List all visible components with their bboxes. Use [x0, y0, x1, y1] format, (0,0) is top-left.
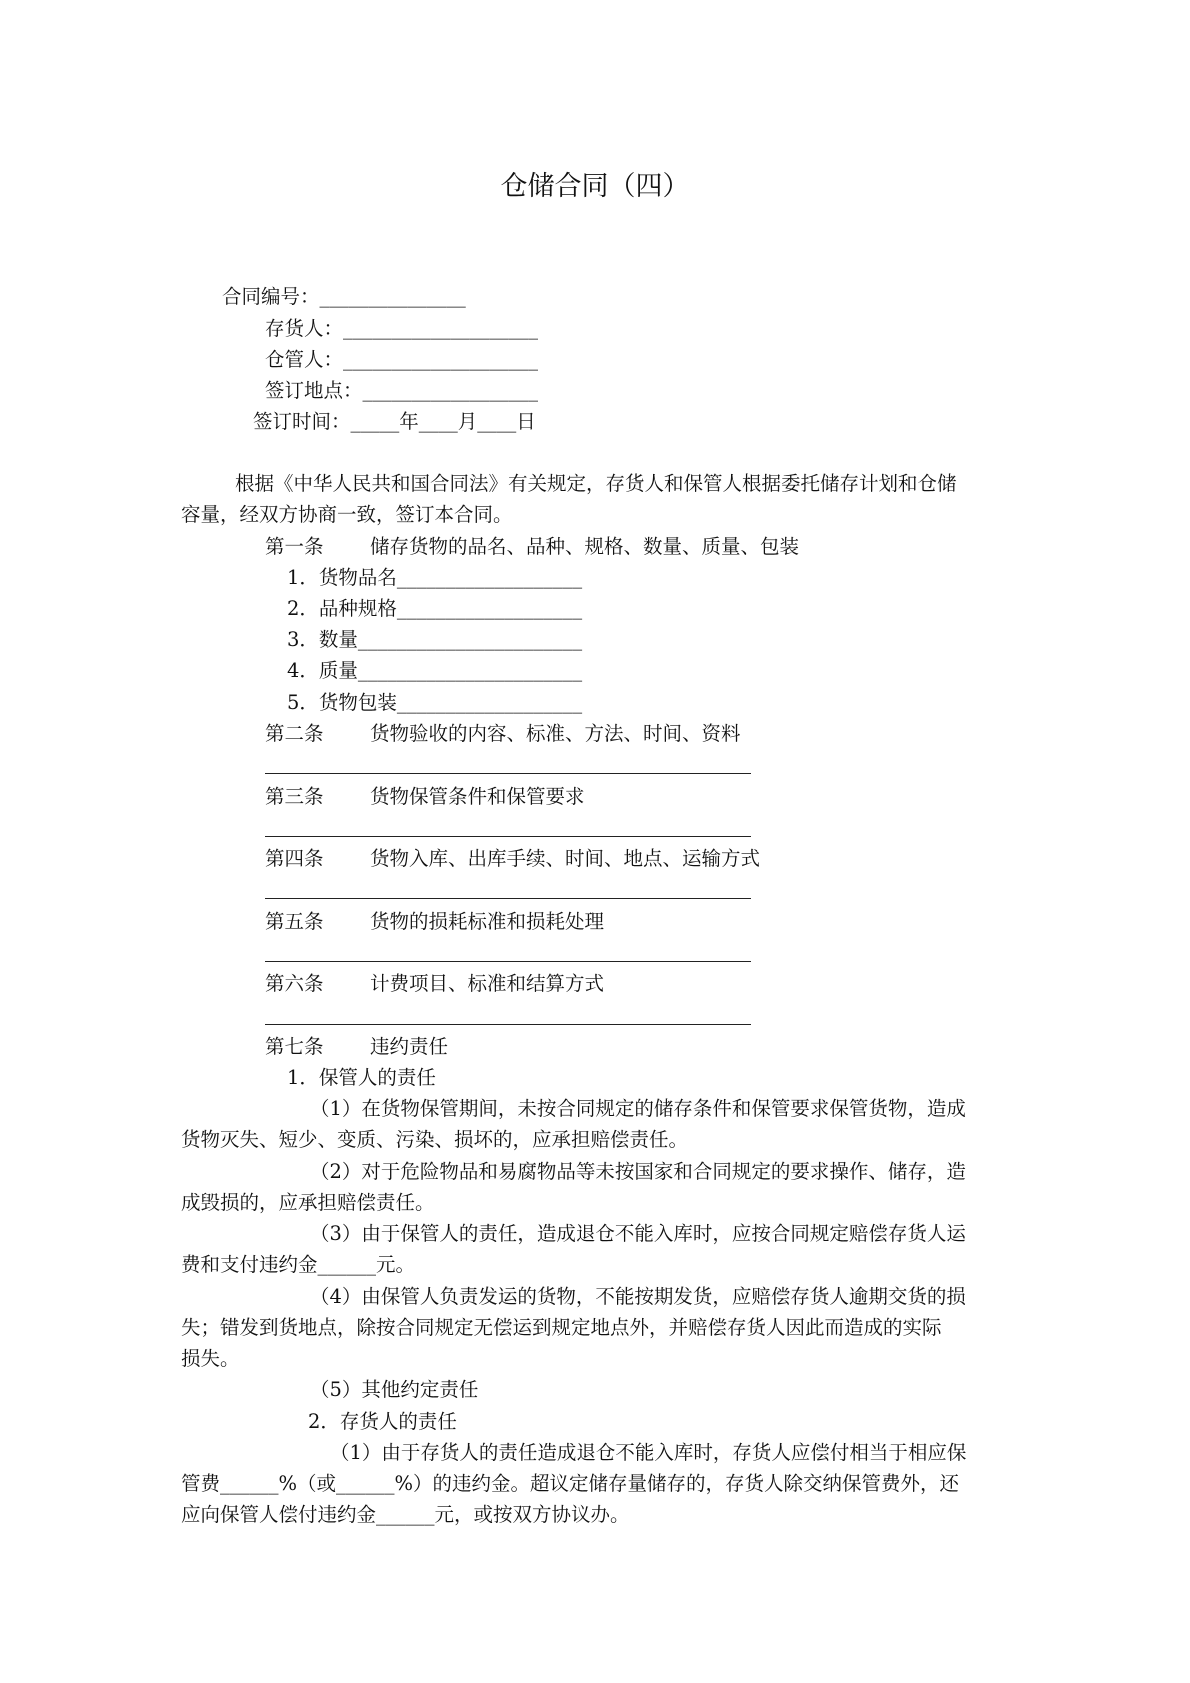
clause-line: 费和支付违约金______元。: [181, 1253, 416, 1276]
article-number: 第四条: [265, 847, 324, 870]
blank-line: [265, 961, 751, 962]
list-item: 2．品种规格___________________: [287, 597, 583, 620]
article-heading: [265, 847, 760, 871]
clause-line: （4）由保管人负责发运的货物，不能按期发货，应赔偿存货人逾期交货的损: [310, 1285, 966, 1308]
clause-line: （1）在货物保管期间，未按合同规定的储存条件和保管要求保管货物，造成: [310, 1097, 966, 1120]
section-heading: 2．存货人的责任: [308, 1410, 457, 1433]
article-heading: [265, 785, 585, 809]
clause-line: （3）由于保管人的责任，造成退仓不能入库时，应按合同规定赔偿存货人运: [310, 1222, 966, 1245]
depositor-field: 存货人：____________________: [265, 317, 539, 340]
clause-line: 失；错发到货地点，除按合同规定无偿运到规定地点外，并赔偿存货人因此而造成的实际: [181, 1316, 942, 1339]
article-title: 计费项目、标准和结算方式: [370, 972, 605, 995]
custodian-field: 仓管人：____________________: [265, 348, 539, 371]
article-title: 货物验收的内容、标准、方法、时间、资料: [370, 722, 741, 745]
preamble-line: 容量，经双方协商一致，签订本合同。: [181, 503, 513, 526]
article-title: 货物的损耗标准和损耗处理: [370, 910, 605, 933]
clause-line: （5）其他约定责任: [310, 1378, 479, 1401]
blank-line: [265, 773, 751, 774]
article-number: 第五条: [265, 910, 324, 933]
article-heading: [265, 535, 799, 559]
blank-line: [265, 836, 751, 837]
clause-line: 应向保管人偿付违约金______元，或按双方协议办。: [181, 1503, 630, 1526]
clause-line: 成毁损的，应承担赔偿责任。: [181, 1191, 435, 1214]
article-heading: [265, 972, 604, 996]
article-heading: [265, 722, 741, 746]
clause-line: （1）由于存货人的责任造成退仓不能入库时，存货人应偿付相当于相应保: [330, 1441, 967, 1464]
clause-line: 货物灭失、短少、变质、污染、损坏的，应承担赔偿责任。: [181, 1128, 689, 1151]
article-title: 货物入库、出库手续、时间、地点、运输方式: [370, 847, 761, 870]
clause-line: （2）对于危险物品和易腐物品等未按国家和合同规定的要求操作、储存，造: [310, 1160, 966, 1183]
clause-line: 损失。: [181, 1347, 240, 1370]
article-number: 第七条: [265, 1035, 324, 1058]
article-number: 第六条: [265, 972, 324, 995]
article-heading: [265, 910, 604, 934]
list-item: 1．货物品名___________________: [287, 566, 583, 589]
signing-time-field: 签订时间：_____年____月____日: [253, 410, 536, 433]
article-title: 违约责任: [370, 1035, 449, 1058]
article-title: 储存货物的品名、品种、规格、数量、质量、包装: [370, 535, 800, 558]
preamble-line: 根据《中华人民共和国合同法》有关规定，存货人和保管人根据委托储存计划和仓储: [235, 472, 957, 495]
contract-number-field: 合同编号：_______________: [222, 285, 466, 308]
list-item: 3．数量_______________________: [287, 628, 583, 651]
blank-line: [265, 1024, 751, 1025]
article-heading: [265, 1035, 448, 1059]
section-heading: 1．保管人的责任: [287, 1066, 436, 1089]
list-item: 5．货物包装___________________: [287, 691, 583, 714]
article-title: 货物保管条件和保管要求: [370, 785, 585, 808]
article-number: 第三条: [265, 785, 324, 808]
clause-line: 管费______%（或______%）的违约金。超议定储存量储存的，存货人除交纳保管费外，还: [181, 1472, 960, 1495]
page-title: 仓储合同（四）: [500, 171, 690, 202]
article-number: 第一条: [265, 535, 324, 558]
list-item: 4．质量_______________________: [287, 659, 583, 682]
signing-place-field: 签订地点：__________________: [265, 379, 539, 402]
blank-line: [265, 898, 751, 899]
article-number: 第二条: [265, 722, 324, 745]
